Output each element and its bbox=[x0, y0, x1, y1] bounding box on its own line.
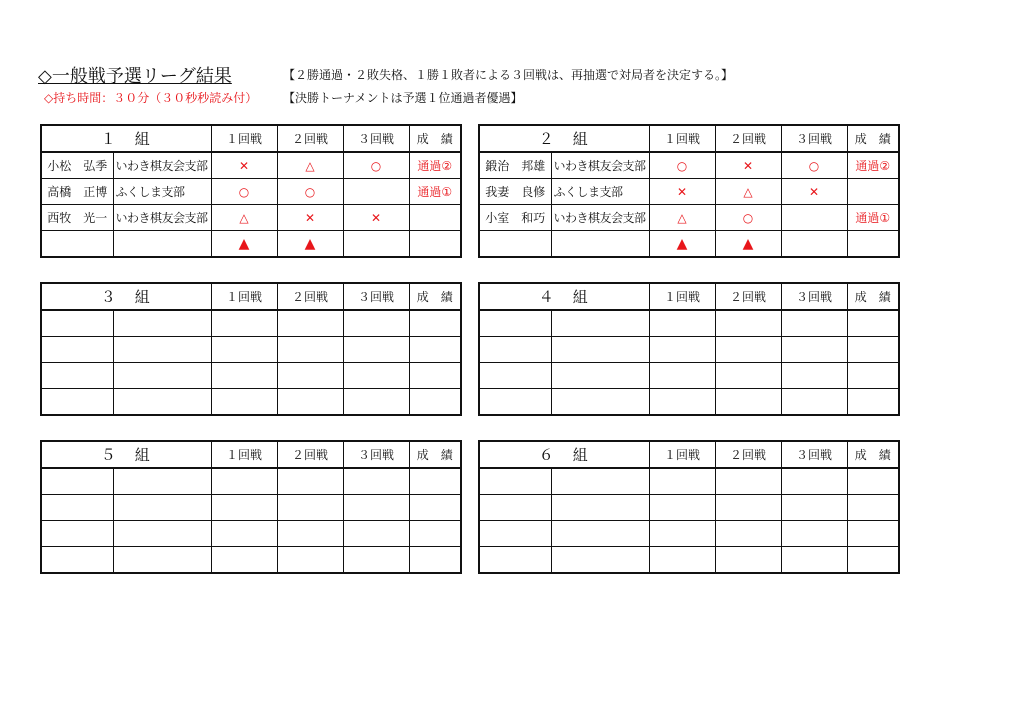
group-name: ２ 組 bbox=[479, 125, 649, 152]
round2-mark: ○ bbox=[277, 179, 343, 205]
table-row bbox=[41, 547, 461, 574]
group-name: ６ 組 bbox=[479, 441, 649, 468]
table-row bbox=[479, 152, 899, 179]
table-row bbox=[41, 495, 461, 521]
player-name bbox=[479, 547, 551, 574]
round1-mark bbox=[211, 547, 277, 574]
round1-header: １回戦 bbox=[211, 125, 277, 152]
result-header: 成 績 bbox=[847, 441, 899, 468]
player-branch bbox=[551, 363, 649, 389]
round1-mark bbox=[649, 468, 715, 495]
round3-mark bbox=[781, 468, 847, 495]
result-cell bbox=[409, 389, 461, 416]
round1-mark bbox=[211, 521, 277, 547]
round1-mark bbox=[211, 468, 277, 495]
table-row bbox=[41, 468, 461, 495]
player-name bbox=[41, 547, 113, 574]
group-name: １ 組 bbox=[41, 125, 211, 152]
group-table-3 bbox=[40, 282, 462, 416]
table-row bbox=[479, 547, 899, 574]
group-table-6 bbox=[478, 440, 900, 574]
round2-header: ２回戦 bbox=[715, 441, 781, 468]
table-row bbox=[479, 310, 899, 337]
round2-header: ２回戦 bbox=[715, 283, 781, 310]
player-branch bbox=[113, 521, 211, 547]
round1-mark bbox=[649, 547, 715, 574]
result-header: 成 績 bbox=[847, 125, 899, 152]
round2-mark bbox=[715, 310, 781, 337]
table-row bbox=[41, 337, 461, 363]
player-name bbox=[41, 310, 113, 337]
result-header: 成 績 bbox=[409, 125, 461, 152]
player-name bbox=[479, 363, 551, 389]
round3-mark: ○ bbox=[343, 152, 409, 179]
round1-mark: ✕ bbox=[211, 152, 277, 179]
round1-mark: ○ bbox=[649, 152, 715, 179]
player-branch bbox=[113, 337, 211, 363]
table-row bbox=[479, 389, 899, 416]
player-name bbox=[41, 363, 113, 389]
round3-mark bbox=[781, 310, 847, 337]
player-branch bbox=[113, 231, 211, 258]
result-cell bbox=[409, 363, 461, 389]
round3-header: ３回戦 bbox=[781, 283, 847, 310]
round3-mark bbox=[781, 231, 847, 258]
player-name: 高橋 正博 bbox=[41, 179, 113, 205]
group-table-5 bbox=[40, 440, 462, 574]
round2-header: ２回戦 bbox=[715, 125, 781, 152]
round2-mark bbox=[715, 547, 781, 574]
table-row bbox=[479, 521, 899, 547]
round2-header: ２回戦 bbox=[277, 283, 343, 310]
round1-mark bbox=[649, 495, 715, 521]
result-cell bbox=[409, 310, 461, 337]
group-name: ４ 組 bbox=[479, 283, 649, 310]
result-cell bbox=[847, 495, 899, 521]
round2-mark bbox=[277, 310, 343, 337]
round3-mark: ✕ bbox=[343, 205, 409, 231]
round1-mark bbox=[649, 363, 715, 389]
round2-mark bbox=[715, 495, 781, 521]
round3-mark bbox=[781, 337, 847, 363]
round3-mark bbox=[781, 205, 847, 231]
round1-header: １回戦 bbox=[649, 283, 715, 310]
round1-mark: ▲ bbox=[649, 231, 715, 258]
result-cell: 通過① bbox=[409, 179, 461, 205]
result-cell bbox=[847, 521, 899, 547]
player-name bbox=[479, 337, 551, 363]
round3-mark bbox=[781, 363, 847, 389]
player-name: 我妻 良修 bbox=[479, 179, 551, 205]
table-row bbox=[479, 205, 899, 231]
round1-mark: ○ bbox=[211, 179, 277, 205]
player-branch bbox=[551, 231, 649, 258]
round3-mark bbox=[781, 389, 847, 416]
result-cell bbox=[409, 468, 461, 495]
round2-mark: △ bbox=[715, 179, 781, 205]
player-branch bbox=[551, 521, 649, 547]
player-name bbox=[41, 389, 113, 416]
result-header: 成 績 bbox=[409, 283, 461, 310]
table-row bbox=[41, 152, 461, 179]
round1-mark bbox=[649, 310, 715, 337]
round2-header: ２回戦 bbox=[277, 125, 343, 152]
result-cell bbox=[847, 231, 899, 258]
round1-mark bbox=[649, 337, 715, 363]
player-branch bbox=[113, 363, 211, 389]
result-cell: 通過② bbox=[409, 152, 461, 179]
group-name: ５ 組 bbox=[41, 441, 211, 468]
player-branch: いわき棋友会支部 bbox=[551, 205, 649, 231]
round2-mark bbox=[277, 495, 343, 521]
player-name bbox=[479, 389, 551, 416]
player-name bbox=[479, 468, 551, 495]
round2-mark bbox=[715, 363, 781, 389]
player-name bbox=[41, 495, 113, 521]
round1-header: １回戦 bbox=[649, 441, 715, 468]
round3-mark bbox=[343, 179, 409, 205]
player-branch: いわき棋友会支部 bbox=[113, 205, 211, 231]
result-cell bbox=[847, 468, 899, 495]
group-table-2 bbox=[478, 124, 900, 258]
player-name bbox=[41, 468, 113, 495]
result-cell bbox=[409, 337, 461, 363]
player-name bbox=[41, 231, 113, 258]
player-branch bbox=[551, 337, 649, 363]
round3-mark bbox=[343, 337, 409, 363]
round1-mark bbox=[211, 363, 277, 389]
round3-mark bbox=[781, 547, 847, 574]
round3-header: ３回戦 bbox=[343, 441, 409, 468]
table-row bbox=[479, 179, 899, 205]
player-name bbox=[479, 495, 551, 521]
player-branch bbox=[551, 468, 649, 495]
round3-mark bbox=[343, 495, 409, 521]
round1-header: １回戦 bbox=[649, 125, 715, 152]
player-branch: ふくしま支部 bbox=[551, 179, 649, 205]
round3-mark bbox=[343, 310, 409, 337]
result-cell bbox=[409, 521, 461, 547]
final-tournament-note: 【決勝トーナメントは予選１位通過者優遇】 bbox=[283, 91, 523, 105]
result-header: 成 績 bbox=[409, 441, 461, 468]
round3-header: ３回戦 bbox=[343, 283, 409, 310]
player-name bbox=[41, 521, 113, 547]
round2-mark bbox=[277, 337, 343, 363]
round2-mark bbox=[715, 337, 781, 363]
round2-mark bbox=[277, 363, 343, 389]
result-cell bbox=[409, 231, 461, 258]
round2-mark: ✕ bbox=[277, 205, 343, 231]
round3-header: ３回戦 bbox=[781, 125, 847, 152]
player-branch: いわき棋友会支部 bbox=[551, 152, 649, 179]
table-row bbox=[479, 337, 899, 363]
round3-header: ３回戦 bbox=[781, 441, 847, 468]
round2-mark: ▲ bbox=[277, 231, 343, 258]
round3-mark bbox=[781, 495, 847, 521]
round1-mark: △ bbox=[211, 205, 277, 231]
player-branch bbox=[113, 389, 211, 416]
round3-mark bbox=[343, 468, 409, 495]
round3-header: ３回戦 bbox=[343, 125, 409, 152]
player-name: 小松 弘季 bbox=[41, 152, 113, 179]
round1-mark bbox=[211, 310, 277, 337]
result-header: 成 績 bbox=[847, 283, 899, 310]
round1-header: １回戦 bbox=[211, 441, 277, 468]
time-control-note: ◇持ち時間：３０分（３０秒秒読み付） bbox=[44, 91, 258, 105]
table-row bbox=[479, 468, 899, 495]
table-row bbox=[479, 495, 899, 521]
player-name bbox=[479, 231, 551, 258]
table-row bbox=[41, 231, 461, 258]
player-branch bbox=[113, 310, 211, 337]
player-name bbox=[479, 310, 551, 337]
round2-mark: ✕ bbox=[715, 152, 781, 179]
player-name: 小室 和巧 bbox=[479, 205, 551, 231]
table-row bbox=[41, 389, 461, 416]
player-name: 西牧 光一 bbox=[41, 205, 113, 231]
round3-mark: ✕ bbox=[781, 179, 847, 205]
round2-mark bbox=[277, 389, 343, 416]
round2-mark: ▲ bbox=[715, 231, 781, 258]
round3-mark bbox=[343, 363, 409, 389]
player-branch bbox=[551, 310, 649, 337]
player-branch bbox=[113, 547, 211, 574]
round3-mark bbox=[343, 231, 409, 258]
player-branch bbox=[551, 389, 649, 416]
player-branch bbox=[551, 547, 649, 574]
round2-mark bbox=[277, 468, 343, 495]
round1-mark: ▲ bbox=[211, 231, 277, 258]
player-name: 鍛治 邦雄 bbox=[479, 152, 551, 179]
table-row bbox=[479, 231, 899, 258]
table-row bbox=[41, 179, 461, 205]
group-name: ３ 組 bbox=[41, 283, 211, 310]
player-branch bbox=[113, 468, 211, 495]
round2-mark: △ bbox=[277, 152, 343, 179]
rule-note: 【２勝通過・２敗失格、１勝１敗者による３回戦は、再抽選で対局者を決定する。】 bbox=[283, 68, 734, 82]
player-branch bbox=[113, 495, 211, 521]
table-row bbox=[479, 363, 899, 389]
round3-mark bbox=[781, 521, 847, 547]
player-name bbox=[41, 337, 113, 363]
player-branch: ふくしま支部 bbox=[113, 179, 211, 205]
round3-mark bbox=[343, 389, 409, 416]
player-name bbox=[479, 521, 551, 547]
round3-mark: ○ bbox=[781, 152, 847, 179]
round1-mark bbox=[211, 495, 277, 521]
result-cell bbox=[847, 389, 899, 416]
round2-mark: ○ bbox=[715, 205, 781, 231]
round2-header: ２回戦 bbox=[277, 441, 343, 468]
round2-mark bbox=[277, 547, 343, 574]
round1-header: １回戦 bbox=[211, 283, 277, 310]
round1-mark: △ bbox=[649, 205, 715, 231]
round2-mark bbox=[715, 389, 781, 416]
round1-mark bbox=[649, 521, 715, 547]
table-row bbox=[41, 521, 461, 547]
table-row bbox=[41, 310, 461, 337]
result-cell bbox=[847, 179, 899, 205]
result-cell bbox=[409, 547, 461, 574]
result-cell bbox=[847, 337, 899, 363]
round2-mark bbox=[277, 521, 343, 547]
group-table-4 bbox=[478, 282, 900, 416]
round1-mark bbox=[211, 389, 277, 416]
round3-mark bbox=[343, 521, 409, 547]
result-cell bbox=[409, 205, 461, 231]
table-row bbox=[41, 205, 461, 231]
result-cell bbox=[847, 310, 899, 337]
round1-mark: ✕ bbox=[649, 179, 715, 205]
round1-mark bbox=[649, 389, 715, 416]
round1-mark bbox=[211, 337, 277, 363]
group-table-1 bbox=[40, 124, 462, 258]
result-cell: 通過② bbox=[847, 152, 899, 179]
round2-mark bbox=[715, 521, 781, 547]
round3-mark bbox=[343, 547, 409, 574]
result-cell bbox=[847, 547, 899, 574]
page-title: ◇一般戦予選リーグ結果 bbox=[38, 66, 232, 87]
result-cell: 通過① bbox=[847, 205, 899, 231]
player-branch bbox=[551, 495, 649, 521]
result-cell bbox=[847, 363, 899, 389]
player-branch: いわき棋友会支部 bbox=[113, 152, 211, 179]
table-row bbox=[41, 363, 461, 389]
result-cell bbox=[409, 495, 461, 521]
round2-mark bbox=[715, 468, 781, 495]
